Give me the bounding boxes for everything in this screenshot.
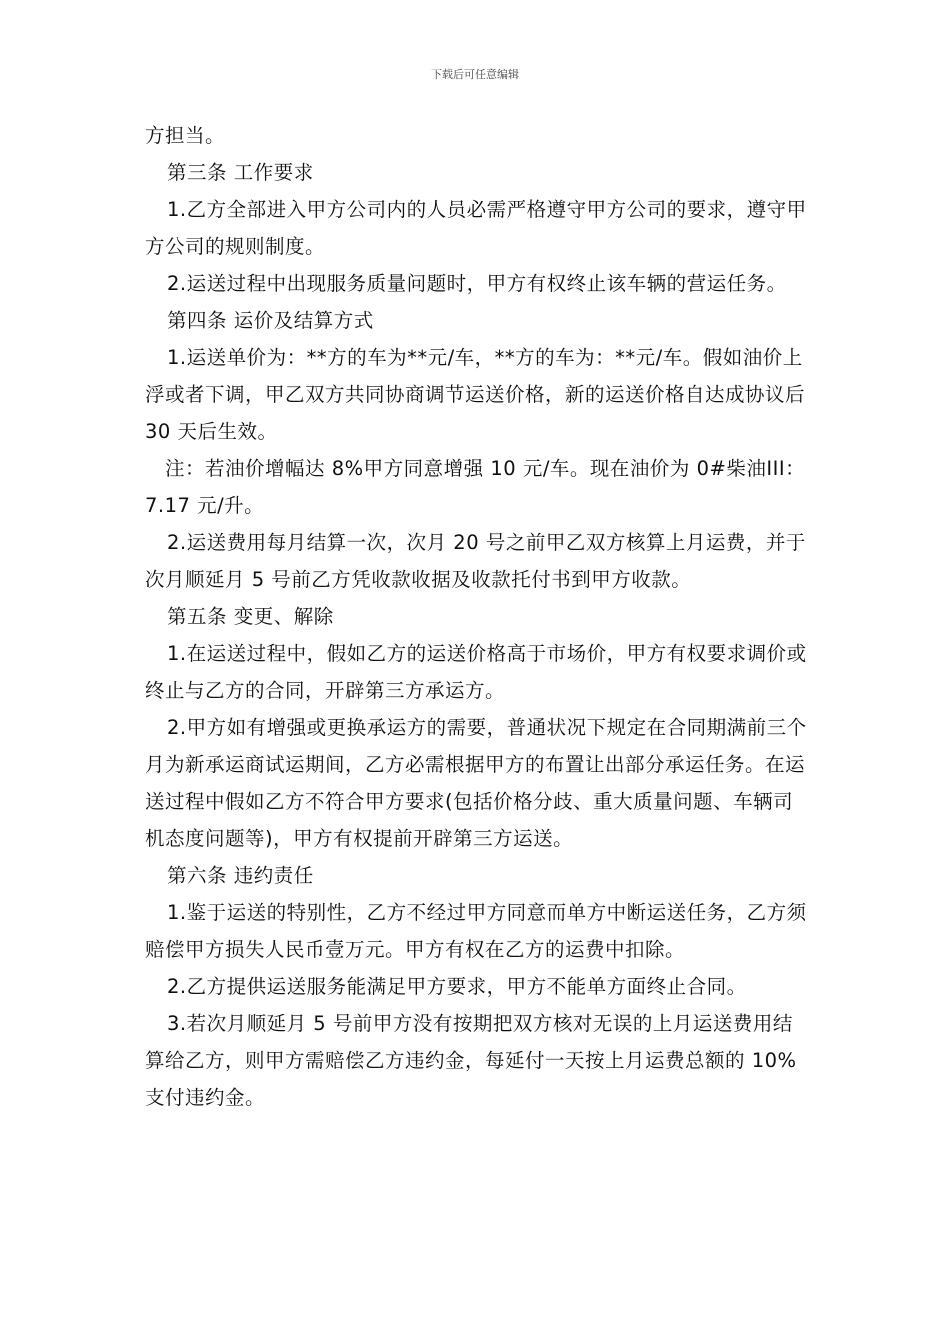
clause-5-2: 2.甲方如有增强或更换承运方的需要，普通状况下规定在合同期满前三个月为新承运商试运期间，乙方必需根据甲方的布置让出部分承运任务。在运送过程中假如乙方不符合甲方要求(包括价格分歧、重大质量问题、车辆司机态度问题等)，甲方有权提前开辟第三方运送。 xyxy=(145,716,807,850)
clause-4-1: 1.运送单价为：**方的车为**元/车，**方的车为：**元/车。假如油价上浮或者下调，甲乙双方共同协商调节运送价格，新的运送价格自达成协议后 30 天后生效。 xyxy=(145,346,812,443)
contract-body xyxy=(145,117,810,1116)
section-heading-4: 第四条 运价及结算方式 xyxy=(167,309,374,332)
clause-3-2: 2.运送过程中出现服务质量问题时，甲方有权终止该车辆的营运任务。 xyxy=(167,272,787,295)
paragraph-continuation: 方担当。 xyxy=(145,124,226,147)
clause-6-1: 1.鉴于运送的特别性，乙方不经过甲方同意而单方中断运送任务，乙方须赔偿甲方损失人民币壹万元。甲方有权在乙方的运费中扣除。 xyxy=(145,901,807,961)
clause-4-note: 注：若油价增幅达 8%甲方同意增强 10 元/车。现在油价为 0#柴油III：7.17 元/升。 xyxy=(145,457,806,517)
header-note: 下载后可任意编辑 xyxy=(431,68,519,81)
section-heading-5: 第五条 变更、解除 xyxy=(167,605,334,628)
section-heading-3: 第三条 工作要求 xyxy=(167,161,314,184)
clause-6-3: 3.若次月顺延月 5 号前甲方没有按期把双方核对无误的上月运送费用结算给乙方，则甲方需赔偿乙方违约金，每延付一天按上月运费总额的 10%支付违约金。 xyxy=(145,1012,797,1109)
section-heading-6: 第六条 违约责任 xyxy=(167,864,314,887)
clause-5-1: 1.在运送过程中，假如乙方的运送价格高于市场价，甲方有权要求调价或终止与乙方的合同，开辟第三方承运方。 xyxy=(145,642,807,702)
clause-6-2: 2.乙方提供运送服务能满足甲方要求，甲方不能单方面终止合同。 xyxy=(167,975,747,998)
clause-3-1: 1.乙方全部进入甲方公司内的人员必需严格遵守甲方公司的要求，遵守甲方公司的规则制度。 xyxy=(145,198,807,258)
clause-4-2: 2.运送费用每月结算一次，次月 20 号之前甲乙双方核算上月运费，并于次月顺延月 5 号前乙方凭收款收据及收款托付书到甲方收款。 xyxy=(145,531,806,591)
